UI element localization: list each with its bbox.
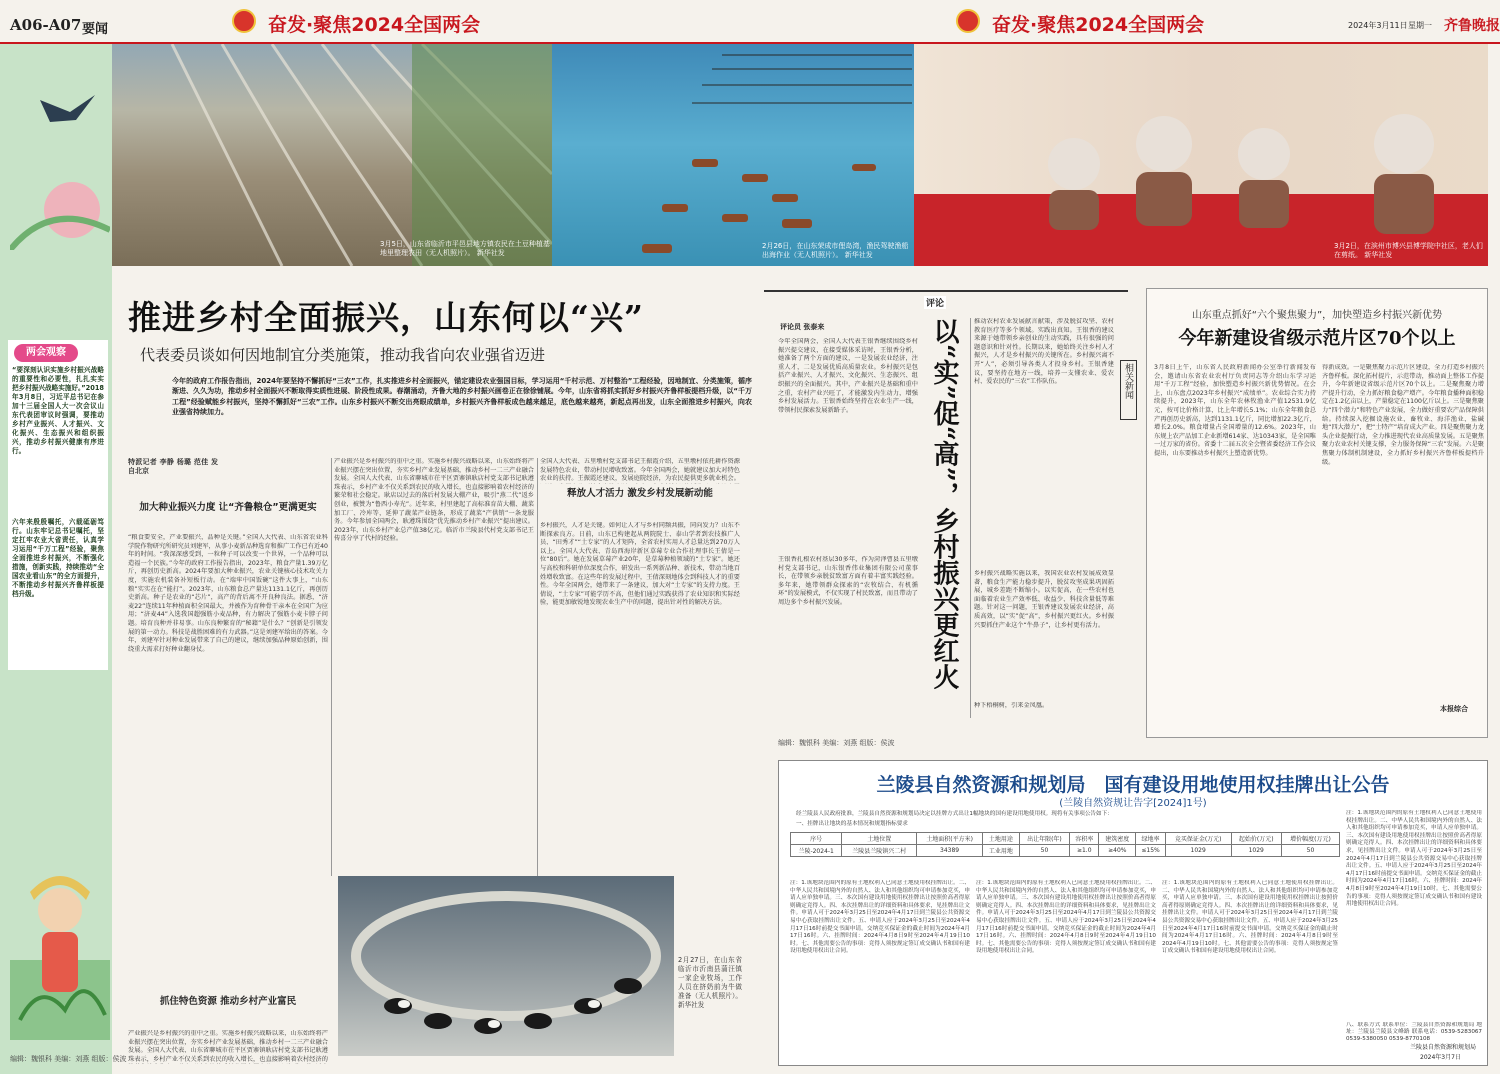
- commentary-body-2: 王银香扎根农村基层30多年，作为菏泽曹县五里墩村党支部书记，山东银香伟业集团有限公司董事长，在带领乡亲脱贫致富方面有着丰富实践经验。多年来，她带领群众探索的“农牧结合、有机循环”的发展模式，不仅实现了村民致富，而且带动了周边多个乡村振兴发展。: [778, 556, 918, 606]
- table-header-cell: 土地面积(平方米): [917, 833, 983, 845]
- emblem-icon: [956, 9, 980, 33]
- column-rule: [970, 318, 971, 718]
- table-cell: ≥40%: [1099, 845, 1136, 857]
- footer-editor-left: 编辑：魏银科 美编：刘燕 组版：侯波: [10, 1055, 127, 1063]
- notice-table-header: [791, 833, 1340, 845]
- table-cell: 50: [1019, 845, 1069, 857]
- page-header: [0, 0, 1500, 44]
- related-kicker: 山东重点抓好“六个聚焦聚力”，加快塑造乡村振兴新优势: [1191, 310, 1443, 321]
- page-number: A06-A07: [10, 16, 82, 34]
- table-cell: 兰陵-2024-1: [791, 845, 842, 857]
- body-col-1-end: 产业振兴是乡村振兴的重中之重。实施乡村振兴战略以来，山东始终将产业振兴摆在突出位置，夯实乡村产业发展基础，推动乡村一二三产业融合发展。全国人大代表、山东省聊城市茌平区贾寨镇耿店村党支部书记耿遵珠表示，乡村产业不仅关系到农民的收入增长，也直接影响着农村经济的: [128, 1030, 328, 1063]
- table-cell: 50: [1281, 845, 1339, 857]
- sidebar-text-1: “要深刻认识实施乡村振兴战略的重要性和必要性，扎扎实实把乡村振兴战略实施好。”2018年3月8日，习近平总书记在参加十三届全国人大一次会议山东代表团审议时强调，要推动乡村产业振兴、人才振兴、文化振兴、生态振兴和组织振兴，推动乡村振兴健康有序进行。: [12, 366, 104, 455]
- main-subheadline: 代表委员谈如何因地制宜分类施策，推动我省向农业强省迈进: [140, 346, 546, 364]
- commentary-body-3: 推动农村农业发展献言献策，涉及脱贫攻坚、农村教育医疗等多个领域。实践出真知。王银香的建议来源于她带领乡亲创业的生动实践，具有很强的问题意识和针对性。长期以来，她始终关注乡村人才振兴，人才是乡村振兴的关键所在。乡村振兴离不开“人”，必须引导各类人才投身乡村。王银香建议，要坚持在地方一线，培养一支懂农业、爱农村、爱农民的“三农”工作队伍。: [974, 318, 1114, 386]
- notice-section-1: 一、挂牌出让地块的基本情况和规划指标要求: [796, 821, 908, 827]
- table-cell: ≤15%: [1136, 845, 1166, 857]
- photo-caption-3: 3月2日，在滨州市博兴县博学院中社区，老人们在剪纸。 新华社发: [1334, 242, 1483, 259]
- newspaper-logo: 齐鲁晚报: [1444, 18, 1500, 34]
- photo-papercut: [914, 44, 1488, 266]
- notice-table: [790, 832, 1340, 857]
- notice-date: 2024年3月7日: [1420, 1054, 1461, 1061]
- section-name: 要闻: [82, 22, 109, 37]
- notice-body-col-1: 注：1.该地块范围内的原有土地权利人已同意土地使用权挂牌出让。二、中华人民共和国境内外的自然人、法人和其他组织均可申请参加竞买，申请人应单独申请。三、本次国有建设用地使用权挂牌出让按照价高者得原则确定竞得人。四、本次挂牌出让的详细资料和具体要求，见挂牌出让文件。申请人可于2024年3月25日至2024年4月17日到兰陵县公共资源交易中心获取挂牌出让文件。五、申请人应于2024年3月25日至2024年4月17日16时前提交书面申请。交纳竞买保证金的截止时间为2024年4月17日16时。六、挂牌时间：2024年4月8日9时至2024年4月19日10时。七、其他需要公告的事项：竞得人须按规定签订成交确认书和国有建设用地使用权出让合同。: [790, 880, 970, 955]
- table-cell: 1029: [1231, 845, 1281, 857]
- notice-signature: 兰陵县自然资源和规划局: [1410, 1044, 1477, 1051]
- subhead-3: 释放人才活力 激发乡村发展新动能: [567, 488, 713, 499]
- commentary-label: 评论: [924, 296, 946, 309]
- notice-subtitle: (兰陵自然资规让告字[2024]1号): [1059, 798, 1207, 809]
- photo-farmland: [112, 44, 552, 266]
- banner-left: 奋发·聚焦2024全国两会: [268, 14, 481, 36]
- related-headline: 今年新建设省级示范片区70个以上: [1178, 328, 1456, 349]
- notice-body-col-3: 注：1.该地块范围内的原有土地权利人已同意土地使用权挂牌出让。二、中华人民共和国境内外的自然人、法人和其他组织均可申请参加竞买，申请人应单独申请。三、本次国有建设用地使用权挂牌出让按照价高者得原则确定竞得人。四、本次挂牌出让的详细资料和具体要求，见挂牌出让文件。申请人可于2024年3月25日至2024年4月17日到兰陵县公共资源交易中心获取挂牌出让文件。五、申请人应于2024年3月25日至2024年4月17日16时前提交书面申请。交纳竞买保证金的截止时间为2024年4月17日16时。六、挂牌时间：2024年4月8日9时至2024年4月19日10时。七、其他需要公告的事项：竞得人须按规定签订成交确认书和国有建设用地使用权出让合同。: [1162, 880, 1338, 955]
- table-cell: ≥1.0: [1070, 845, 1099, 857]
- table-header-cell: 建筑密度: [1099, 833, 1136, 845]
- banner-right: 奋发·聚焦2024全国两会: [992, 14, 1205, 36]
- table-row: [791, 845, 1340, 857]
- photo-dairy-cows: [338, 876, 674, 1056]
- table-header-cell: 竞买保证金(万元): [1165, 833, 1231, 845]
- commentary-end: 种下梧桐树，引来金凤凰。: [974, 702, 1049, 709]
- commentary-body-1: 今年全国两会，全国人大代表王银香继续围绕乡村振兴提交建议，在接受媒体采访时，王银香分析，她准备了两个方面的建议，一是发展农业经济，注重人才，二是发展优质高质量农业。乡村振兴是包括产业振兴、人才振兴、文化振兴、生态振兴、组织振兴的全面振兴。其中，产业振兴是基础和重中之重，农村产业兴旺了，才能激发内生动力，增强乡村发展活力。王银香始终坚持在农业生产一线，带领村民探索发展新路子。: [778, 338, 918, 414]
- commentary-rule: [764, 290, 1128, 292]
- table-cell: 兰陵县兰陵镇兴二村: [842, 845, 917, 857]
- notice-title: 兰陵县自然资源和规划局 国有建设用地使用权挂牌出让公告: [876, 774, 1390, 796]
- subhead-1: 加大种业振兴力度 让“齐鲁粮仓”更满更实: [139, 502, 317, 513]
- body-col-3-top: 全国人大代表、五里墩村党支部书记王振霞介绍，五里墩村依托耕作资源发展特色农业，带动村民增收致富。今年全国两会，她就建议加大对特色农业的扶持。王振霞还建议，发展庭院经济，为农民提供更多就业机会。: [540, 458, 740, 483]
- column-rule: [331, 458, 332, 876]
- notice-intro: 经兰陵县人民政府批准，兰陵县自然资源和规划局决定以挂牌方式出让1幅地块的国有建设用地使用权。现将有关事项公告如下：: [796, 811, 1113, 817]
- table-header-cell: 土地位置: [842, 833, 917, 845]
- photo-caption-1: 3月5日，山东省临沂市平邑县地方镇农民在土豆种植基地里整理农田（无人机照片）。 新华社发: [380, 240, 550, 257]
- notice-body-col-4: 注：1.该地块范围内的原有土地权利人已同意土地使用权挂牌出让。二、中华人民共和国境内外的自然人、法人和其他组织均可申请参加竞买，申请人应单独申请。三、本次国有建设用地使用权挂牌出让按照价高者得原则确定竞得人。四、本次挂牌出让的详细资料和具体要求，见挂牌出让文件。申请人可于2024年3月25日至2024年4月17日到兰陵县公共资源交易中心获取挂牌出让文件。五、申请人应于2024年3月25日至2024年4月17日16时前提交书面申请。交纳竞买保证金的截止时间为2024年4月17日16时。六、挂牌时间：2024年4月8日9时至2024年4月19日10时。七、其他需要公告的事项：竞得人须按规定签订成交确认书和国有建设用地使用权出让合同。: [1346, 810, 1482, 908]
- table-header-cell: 容积率: [1070, 833, 1099, 845]
- illustration-farmer: [10, 840, 110, 1040]
- related-body-1: 3月8日上午，山东省人民政府新闻办公室举行新闻发布会，邀请山东省农业农村厅负责同志等介绍山东学习运用“千万工程”经验，加快塑造乡村振兴新优势情况。在会上，山东盘点2023年乡村振兴“成绩单”。农业综合实力持续提升，2023年，山东全年农林牧渔业产值12531.9亿元，按可比价格计算，比上年增长5.1%；山东全年粮食总产再创历史新高，达到1131.1亿斤，同比增加22.3亿斤，增长2.0%。粮食增量占全国增量的12.6%。2023年，山东规上农产品加工企业新增614家、达10343家，是全国唯一过万家的省份。省委十二届五次全会暨省委经济工作会议提出，山东要推动乡村振兴上塑造新优势。: [1154, 364, 1316, 457]
- table-cell: 34389: [917, 845, 983, 857]
- related-source: 本报综合: [1440, 705, 1468, 713]
- subhead-2: 抓住特色资源 推动乡村产业富民: [159, 996, 297, 1007]
- issue-weekday: 星期一: [1408, 21, 1432, 30]
- illustration-swallow: [10, 50, 110, 250]
- body-col-3: 乡村振兴，人才是关键。如何让人才与乡村同频共振，同向发力？山东不断探索良方。日前，山东已构建起从两院院士、泰山学者到农技推广人员、“田秀才”“土专家”的人才矩阵，全省农村实用人才总量达到270万人以上。全国人大代表、青岛西海岸新区草莓专业合作社理事长王倩是一位“80后”。她在发展草莓产业20年，是草莓种植领域的“土专家”。她还与高校和科研单位深度合作，研发出一系列新品种、新技术，带动当地百姓增收致富。在这些年的发展过程中，王倩深刻地体会到科技人才的重要性。今年全国两会，她带来了一条建议，加大对“土专家”的支持力度。王倩说，“土专家”可能学历不高，但他们通过实践获得了农业知识和实际经验，能更加敏锐地发现农业生产中的问题，提出针对性的解决方法。: [540, 522, 740, 607]
- photo-fishing-boats: [552, 44, 914, 266]
- column-rule: [537, 458, 538, 876]
- table-cell: 工业用地: [982, 845, 1019, 857]
- body-col-1: “粮食要安全，产业要振兴，品种是关键。”全国人大代表、山东省农业科学院作物研究所研究员刘建军，从事小麦新品种选育和推广工作已有近40年的时间。“我深深感受到，一粒种子可以改变一个世界，一个品种可以造福一个民族。”今年的政府工作报告指出，2023年，粮食产量1.39万亿斤，再创历史新高。2024年要加大种业振兴，农业关键核心技术攻关力度，实施农机装备补短板行动。在“端牢中国饭碗”这件大事上，“山东粮”实实在在“能打”。2023年，山东粮食总产量达1131.1亿斤，再创历史新高。种子是农业的“芯片”，高产的背后离不开良种良法。据悉，“济麦22”连续11年种植面积全国最大，并被作为育种骨干亲本在全国广为应用；“济麦44”入选我国超强筋小麦品种，有力解决了强筋小麦卡脖子问题。培育良种并非易事。山东良种繁育的“秘籍”是什么？“创新是引领发展的第一动力。科技是战胜困难的有力武器。”这是刘建军给出的答案。今年，刘建军针对种业发展带来了自己的建议，继续加强品种原始创新，围绕重大需求打好种业翻身仗。: [128, 534, 328, 653]
- emblem-icon: [232, 9, 256, 33]
- body-col-2: 产业振兴是乡村振兴的重中之重。实施乡村振兴战略以来，山东始终将产业振兴摆在突出位置，夯实乡村产业发展基础，推动乡村一二三产业融合发展。全国人大代表、山东省聊城市茌平区贾寨镇耿店村党支部书记耿遵珠表示，乡村产业不仅关系到农民的收入增长，也直接影响着农村经济的繁荣和社会稳定。耿店以过去的落后村发展大棚产业，吸引“燕二代”返乡创业，被赞为“鲁西小寿光”。近年来，村里建起了高标准育苗大棚、蔬菜加工厂、冷库等，延伸了蔬菜产业链条，形成了蔬菜“产供销”一条龙服务。今年参加全国两会，耿遵珠围绕“优先推动乡村产业振兴”提出建议。2023年，山东乡村产业总产值38亿元。临沂市兰陵县代村党支部书记王传喜分享了代村的经验。: [334, 458, 534, 543]
- related-label: 相关新闻: [1120, 360, 1137, 420]
- table-header-cell: 绿地率: [1136, 833, 1166, 845]
- notice-body-col-2: 注：1.该地块范围内的原有土地权利人已同意土地使用权挂牌出让。二、中华人民共和国境内外的自然人、法人和其他组织均可申请参加竞买，申请人应单独申请。三、本次国有建设用地使用权挂牌出让按照价高者得原则确定竞得人。四、本次挂牌出让的详细资料和具体要求，见挂牌出让文件。申请人可于2024年3月25日至2024年4月17日到兰陵县公共资源交易中心获取挂牌出让文件。五、申请人应于2024年3月25日至2024年4月17日16时前提交书面申请。交纳竞买保证金的截止时间为2024年4月17日16时。六、挂牌时间：2024年4月8日9时至2024年4月19日10时。七、其他需要公告的事项：竞得人须按规定签订成交确认书和国有建设用地使用权出让合同。: [976, 880, 1156, 955]
- commentary-body-4: 乡村振兴战略实施以来，我国农业农村发展成效显著，粮食生产能力稳步提升，脱贫攻坚成果巩固拓展，城乡差距不断缩小。以实促高，在一些农村也面临着农业生产效率低、收益少、科技含量低等难题。针对这一问题，王银香建议发展农业经济，高质高效，以“实”促“高”，乡村振兴更红火。乡村振兴要抓住产业这个“牛鼻子”，让乡村更有活力。: [974, 570, 1114, 629]
- commentary-author: 评论员 张泰来: [780, 323, 825, 331]
- table-header-cell: 起始价(万元): [1231, 833, 1281, 845]
- table-header-cell: 土地用途: [982, 833, 1019, 845]
- byline: 特派记者 李静 杨璐 范佳 发自北京: [128, 458, 218, 475]
- main-headline: 推进乡村全面振兴，山东何以“兴”: [128, 298, 644, 337]
- main-lede: 今年的政府工作报告指出，2024年要坚持不懈抓好“三农”工作，扎实推进乡村全面振兴，锚定建设农业强国目标，学习运用“千村示范、万村整治”工程经验，因地制宜、分类施策，循序渐进、久久为功，推动乡村全面振兴不断取得实质性进展、阶段性成果。春潮涌动，齐鲁大地的乡村振兴画卷正在徐徐铺展。今年，山东省将抓实抓好乡村振兴齐鲁样板提档升级，以“千万工程”经验赋能乡村振兴，坚持不懈抓好“三农”工作。山东乡村振兴不断交出亮眼成绩单，乡村振兴齐鲁样板成色越来越足，底色越来越亮，新起点再出发，山东全面推进乡村振兴，向农业强省持续加力。: [172, 377, 752, 417]
- commentary-editor: 编辑：魏银科 美编：刘燕 组版：侯波: [778, 739, 895, 747]
- issue-date: 2024年3月11日: [1348, 21, 1408, 30]
- notice-contact: 八、联系方式 联系单位：兰陵县自然资源和规划局 地址：兰陵县兰陵县文峰路 联系电话：0539-5283067 0539-5380050 0539-8770108: [1346, 1022, 1482, 1043]
- sidebar-text-2: 六年来殷殷嘱托，六载砥砺笃行。山东牢记总书记嘱托，坚定扛牢农业大省责任，认真学习运用“千万工程”经验，聚焦全面推进乡村振兴，不断强化措施，创新实践，持续推动“全国农业看山东”的全方面提升，不断推动乡村振兴齐鲁样板提档升级。: [12, 518, 104, 598]
- related-body-2: 得新成效。一是聚焦聚力示范片区建设，全力打造乡村振兴齐鲁样板。深化拓村提片，示范带动，推动面上整体工作提升，今年新建设省级示范片区70个以上。二是聚焦聚力增产提升行动，全力抓好粮食稳产增产。今年粮食播种面积稳定在1.2亿亩以上，产量稳定在1100亿斤以上。三是聚焦聚力“四个潜力”和特色产业发展，全力做好重要农产品保障供给。持续深入挖掘设施农业、畜牧业、海洋渔业、盐碱地“四大潜力”，把“土特产”培育成大产业。四是聚焦聚力龙头企业提振行动，全力推进现代农业高质量发展。五是聚焦聚力农业农村关键支撑，全力服务保障“三农”发展。六是聚焦聚力体制机制建设，全力抓好乡村振兴齐鲁样板提档升级。: [1322, 364, 1484, 466]
- table-header-cell: 序号: [791, 833, 842, 845]
- sidebar-badge: 两会观察: [14, 344, 78, 362]
- commentary-headline: 以“实”促“高”，乡村振兴更红火: [929, 318, 959, 690]
- table-cell: 1029: [1165, 845, 1231, 857]
- photo-caption-2: 2月26日，在山东荣成市俚岛湾，渔民驾驶渔船出海作业（无人机照片）。 新华社发: [762, 242, 909, 259]
- table-header-cell: 出让年限(年): [1019, 833, 1069, 845]
- table-header-cell: 增价幅度(万元): [1281, 833, 1339, 845]
- photo-caption-4: 2月27日，在山东省临沂市沂南县蒲汪镇一家企业牧场，工作人员在挤奶前为牛做准备（无人机照片）。 新华社发: [678, 956, 742, 1009]
- sidebar-box: [8, 340, 108, 670]
